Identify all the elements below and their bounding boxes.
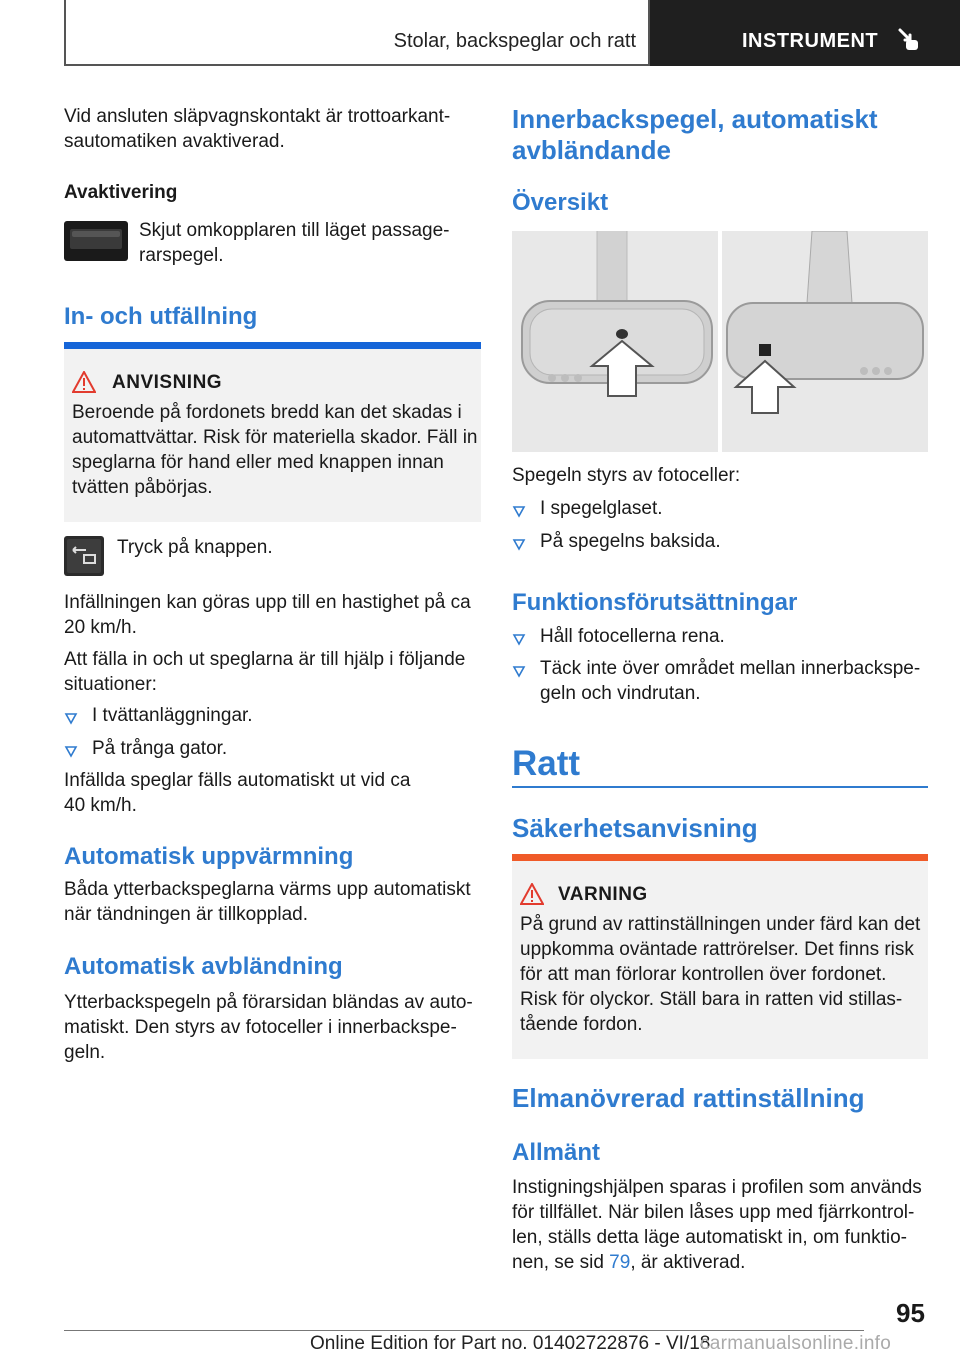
bullet-triangle-icon [512, 501, 526, 526]
warning-title: VARNING [558, 884, 648, 905]
notice-bar [64, 342, 481, 349]
warning-box [512, 854, 928, 1059]
deactivation-heading: Avaktivering [64, 182, 178, 203]
fold-button-icon [64, 536, 104, 576]
notice-body: Beroende på fordonets bredd kan det skadas i automattvättar. Risk för materiella skador. Fäll in speglarna för hand eller med knappen innan tvätten påbörjas. [72, 402, 478, 498]
bullet-triangle-icon [512, 661, 526, 686]
folding-heading: In- och utfällning [64, 303, 258, 330]
header-section-title: Stolar, backspeglar och ratt [393, 30, 636, 52]
requirements-heading: Funktionsförutsättningar [512, 589, 798, 616]
ratt-heading: Ratt [512, 744, 581, 783]
page-reference-link[interactable]: 79 [609, 1252, 631, 1273]
general-heading: Allmänt [512, 1139, 601, 1166]
warning-bar [512, 854, 928, 861]
warning-body: På grund av rattinställningen under färd kan det uppkomma oväntade rattrörelser. Det finns risk för att man förlorar kontrollen över fordonet. Risk för olyckor. Ställ bara in ratten vid stillas- tående fordon. [520, 914, 921, 1035]
notice-box [64, 342, 481, 522]
bullet-triangle-icon [64, 741, 78, 766]
header-section-box [64, 0, 650, 66]
mirror-illustration [512, 231, 928, 452]
electric-heading: Elmanövrerad rattinställning [512, 1083, 865, 1113]
intro-paragraph: Vid ansluten släpvagnskontakt är trottoarkant- sautomatiken avaktiverad. [64, 106, 451, 152]
footer-edition: Online Edition for Part no. 01402722876 - VI/18 [310, 1333, 711, 1354]
press-button-text: Tryck på knappen. [117, 537, 273, 558]
bullet-triangle-icon [512, 534, 526, 559]
heating-text: Båda ytterbackspeglarna värms upp automatiskt när tändningen är tillkopplad. [64, 879, 471, 925]
dimming-heading: Automatisk avbländning [64, 953, 343, 980]
auto-unfold-text: Infällda speglar fälls automatiskt ut vid ca 40 km/h. [64, 770, 411, 816]
bullet-triangle-icon [512, 629, 526, 654]
general-text: Instigningshjälpen sparas i profilen som används för tillfället. När bilen låses upp med fjärrkontrol- len, ställs detta läge automatiskt in, om funktio- nen, se sid 79, är aktiverad. [512, 1177, 922, 1273]
switch-icon [64, 221, 128, 261]
overview-heading: Översikt [512, 189, 609, 216]
chapter-rule [512, 786, 928, 788]
photocells-intro: Spegeln styrs av fotoceller: [512, 465, 741, 486]
footer-watermark[interactable]: carmanualsonline.info [700, 1333, 892, 1354]
pointing-hand-icon [896, 26, 922, 57]
heating-heading: Automatisk uppvärmning [64, 843, 354, 870]
safety-heading: Säkerhetsanvisning [512, 813, 758, 843]
useful-text: Att fälla in och ut speglarna är till hjälp i följande situationer: [64, 649, 466, 695]
notice-title: ANVISNING [112, 372, 223, 393]
header-chapter-tab[interactable] [650, 0, 960, 66]
folding-speed-text: Infällningen kan göras upp till en hastighet på ca 20 km/h. [64, 592, 471, 638]
warning-triangle-icon [72, 371, 96, 398]
bullet-triangle-icon [64, 708, 78, 733]
deactivation-text: Skjut omkopplaren till läget passage- rarspegel. [139, 220, 450, 266]
mirror-heading: Innerbackspegel, automatiskt avbländande [512, 104, 878, 165]
warning-triangle-icon [520, 883, 544, 910]
dimming-text: Ytterbackspegeln på förarsidan bländas av auto- matiskt. Den styrs av fotoceller i innerbackspe- geln. [64, 992, 473, 1063]
header-chapter-label: INSTRUMENT [742, 30, 879, 52]
page-number: 95 [896, 1298, 925, 1328]
footer-rule [64, 1330, 864, 1331]
